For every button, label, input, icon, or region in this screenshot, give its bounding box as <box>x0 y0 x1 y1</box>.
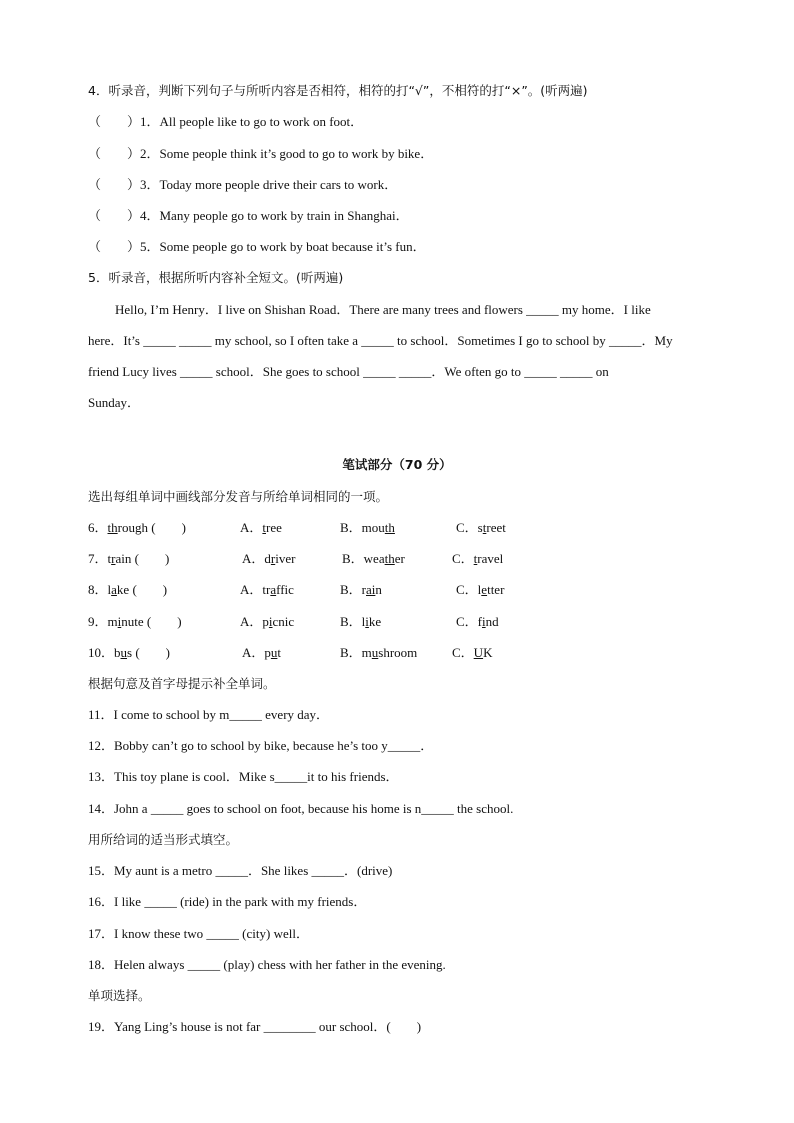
passage-line-4: Sunday． <box>88 395 141 410</box>
tf-item-3: （ ）3．Today more people drive their cars to work． <box>88 177 398 192</box>
passage-line-1: Hello, I’m Henry．I live on Shishan Road．There are many trees and flowers _____ my home．I like <box>115 302 651 317</box>
tf-item-5: （ ）5．Some people go to work by boat because it’s fun． <box>88 239 426 254</box>
option-c: C．find <box>456 614 499 629</box>
phonics-word: 8．lake ( ) <box>88 582 168 597</box>
tf-item-4: （ ）4．Many people go to work by train in Shanghai． <box>88 208 409 223</box>
letter-item-11: 11．I come to school by m_____ every day． <box>88 707 330 722</box>
letter-item-12: 12．Bobby can’t go to school by bike, because he’s too y_____． <box>88 738 434 753</box>
form-item-15: 15．My aunt is a metro _____．She likes _____．(drive) <box>88 863 393 878</box>
option-b: B．mouth <box>340 520 395 535</box>
tf-item-2: （ ）2．Some people think it’s good to go to work by bike． <box>88 146 434 161</box>
choice-instruction: 单项选择。 <box>88 988 151 1003</box>
passage-line-2: here．It’s _____ _____ my school, so I often take a _____ to school．Sometimes I go to school by _____．My <box>88 333 673 348</box>
letter-item-13: 13．This toy plane is cool．Mike s_____it to his friends． <box>88 769 399 784</box>
phonics-instruction: 选出每组单词中画线部分发音与所给单词相同的一项。 <box>88 489 389 504</box>
q4-instruction: 4．听录音，判断下列句子与所听内容是否相符，相符的打“√”，不相符的打“×”。(听两遍) <box>88 83 588 98</box>
form-item-18: 18．Helen always _____ (play) chess with her father in the evening. <box>88 957 446 972</box>
option-c: C．UK <box>452 645 493 660</box>
option-a: A．put <box>242 645 282 660</box>
option-b: B．like <box>340 614 382 629</box>
option-b: B．weather <box>342 551 405 566</box>
option-c: C．letter <box>456 582 505 597</box>
section-title: 笔试部分（70 分） <box>342 457 452 472</box>
option-b: B．rain <box>340 582 382 597</box>
option-c: C．travel <box>452 551 504 566</box>
q5-instruction: 5．听录音，根据所听内容补全短文。(听两遍) <box>88 270 344 285</box>
option-c: C．street <box>456 520 506 535</box>
phonics-word: 7．train ( ) <box>88 551 170 566</box>
phonics-word: 9．minute ( ) <box>88 614 182 629</box>
option-b: B．mushroom <box>340 645 418 660</box>
option-a: A．driver <box>242 551 296 566</box>
option-a: A．picnic <box>240 614 295 629</box>
option-a: A．tree <box>240 520 282 535</box>
letter-item-14: 14．John a _____ goes to school on foot, because his home is n_____ the school. <box>88 801 514 816</box>
tf-item-1: （ ）1．All people like to go to work on foot． <box>88 114 364 129</box>
form-item-17: 17．I know these two _____ (city) well． <box>88 926 309 941</box>
form-item-16: 16．I like _____ (ride) in the park with my friends． <box>88 894 367 909</box>
phonics-word: 6．through ( ) <box>88 520 186 535</box>
passage-line-3: friend Lucy lives _____ school．She goes to school _____ _____．We often go to _____ _____ on <box>88 364 609 379</box>
option-a: A．traffic <box>240 582 294 597</box>
form-instruction: 用所给词的适当形式填空。 <box>88 832 239 847</box>
letter-instruction: 根据句意及首字母提示补全单词。 <box>88 676 276 691</box>
choice-item-19: 19．Yang Ling’s house is not far ________ our school．( ) <box>88 1019 422 1034</box>
phonics-word: 10．bus ( ) <box>88 645 170 660</box>
